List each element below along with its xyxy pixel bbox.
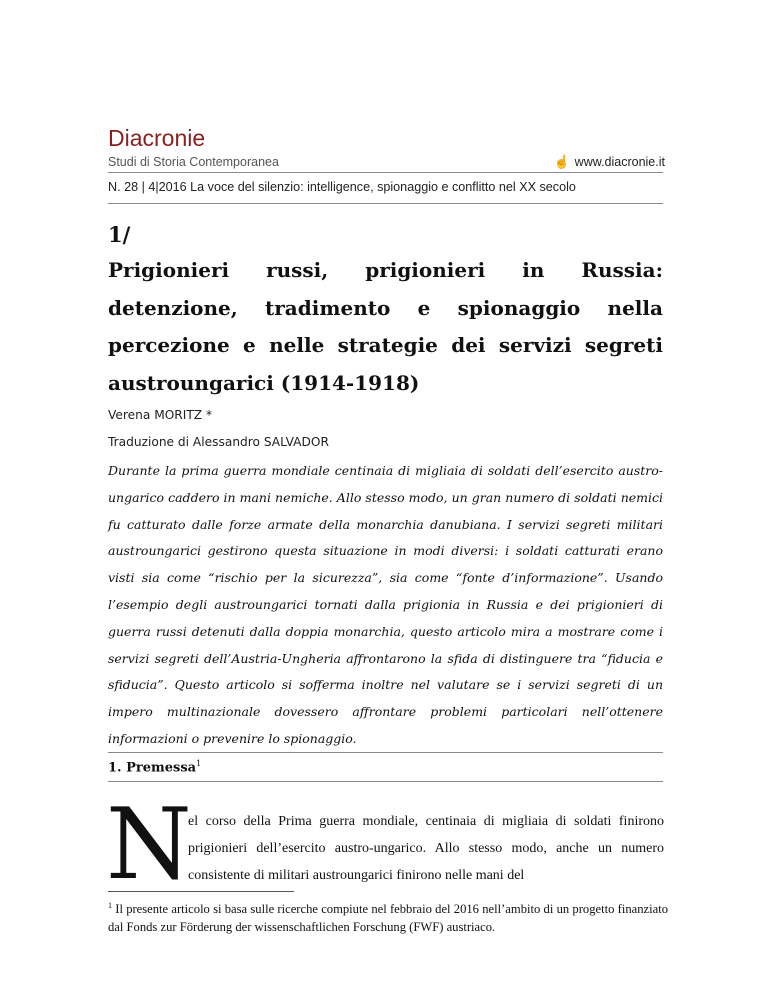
body-paragraph: el corso della Prima guerra mondiale, centinaia di migliaia di soldati finirono prigionieri dell’esercito austro-ungarico. Allo stesso modo, anche un numero consistente di militari austroungarici finirono nelle mani del xyxy=(188,814,664,884)
section-rule-bottom xyxy=(108,781,663,782)
footnote-ref[interactable]: 1 xyxy=(196,759,202,768)
title-line-2: detenzione, tradimento e spionaggio nella xyxy=(108,295,663,320)
article-title xyxy=(108,252,663,402)
title-line-1: Prigionieri russi, prigionieri in Russia: xyxy=(108,258,663,282)
header-rule-top xyxy=(108,172,663,173)
journal-brand: Diacronie xyxy=(108,125,206,151)
translator: Traduzione di Alessandro SALVADOR xyxy=(108,435,329,449)
issue-line: N. 28 | 4|2016 La voce del silenzio: intelligence, spionaggio e conflitto nel XX secolo xyxy=(108,180,576,194)
section-heading: 1. Premessa$^1$ xyxy=(108,759,202,776)
abstract: Durante la prima guerra mondiale centinaia di migliaia di soldati dell’esercito austro-ungarico caddero in mani nemiche. Allo stesso modo, un gran numero di soldati nemici fu catturato dalle forze armate della monarchia danubiana. I servizi segreti militari austroungarici gestirono questa situazione in modi diversi: i soldati catturati erano visti sia come “rischio per la sicurezza”, sia come “fonte d’informazione”. Usando l’esempio degli austroungarici tornati dalla prigionia in Russia e dei prigionieri di guerra russi detenuti dalla doppia monarchia, questo articolo mira a mostrare come i servizi segreti dell’Austria-Ungheria affrontarono la sfida di distinguere tra “fiducia e sfiducia”. Questo articolo si sofferma inoltre nel valutare se i servizi segreti di un impero multinazionale dovessero affrontare problemi particolari nell’ottenere informazioni o prevenire lo spionaggio. xyxy=(108,463,663,746)
footnote-rule xyxy=(108,891,294,892)
author: Verena MORITZ * xyxy=(108,408,213,422)
header-rule-bottom xyxy=(108,203,663,204)
article-number: 1/ xyxy=(108,222,131,247)
drop-cap: N xyxy=(106,788,192,902)
journal-subtitle: Studi di Storia Contemporanea xyxy=(108,155,279,169)
site-url[interactable]: www.diacronie.it xyxy=(574,155,665,169)
footnote-number: 1 xyxy=(108,901,112,910)
title-line-4: austroungarici (1914-1918) xyxy=(108,370,420,395)
footnote xyxy=(108,897,668,936)
site-link[interactable] xyxy=(553,154,665,170)
footnote-text: Il presente articolo si basa sulle ricerche compiute nel febbraio del 2016 nell’ambito di un progetto finanziato dal Fonds zur Förderung der wissenschaftlichen Forschung (FWF) austriaco. xyxy=(108,902,668,934)
section-rule-top xyxy=(108,752,663,753)
title-line-3: percezione e nelle strategie dei servizi segreti xyxy=(108,333,663,357)
pointer-hand-icon: ☝ xyxy=(553,154,570,169)
